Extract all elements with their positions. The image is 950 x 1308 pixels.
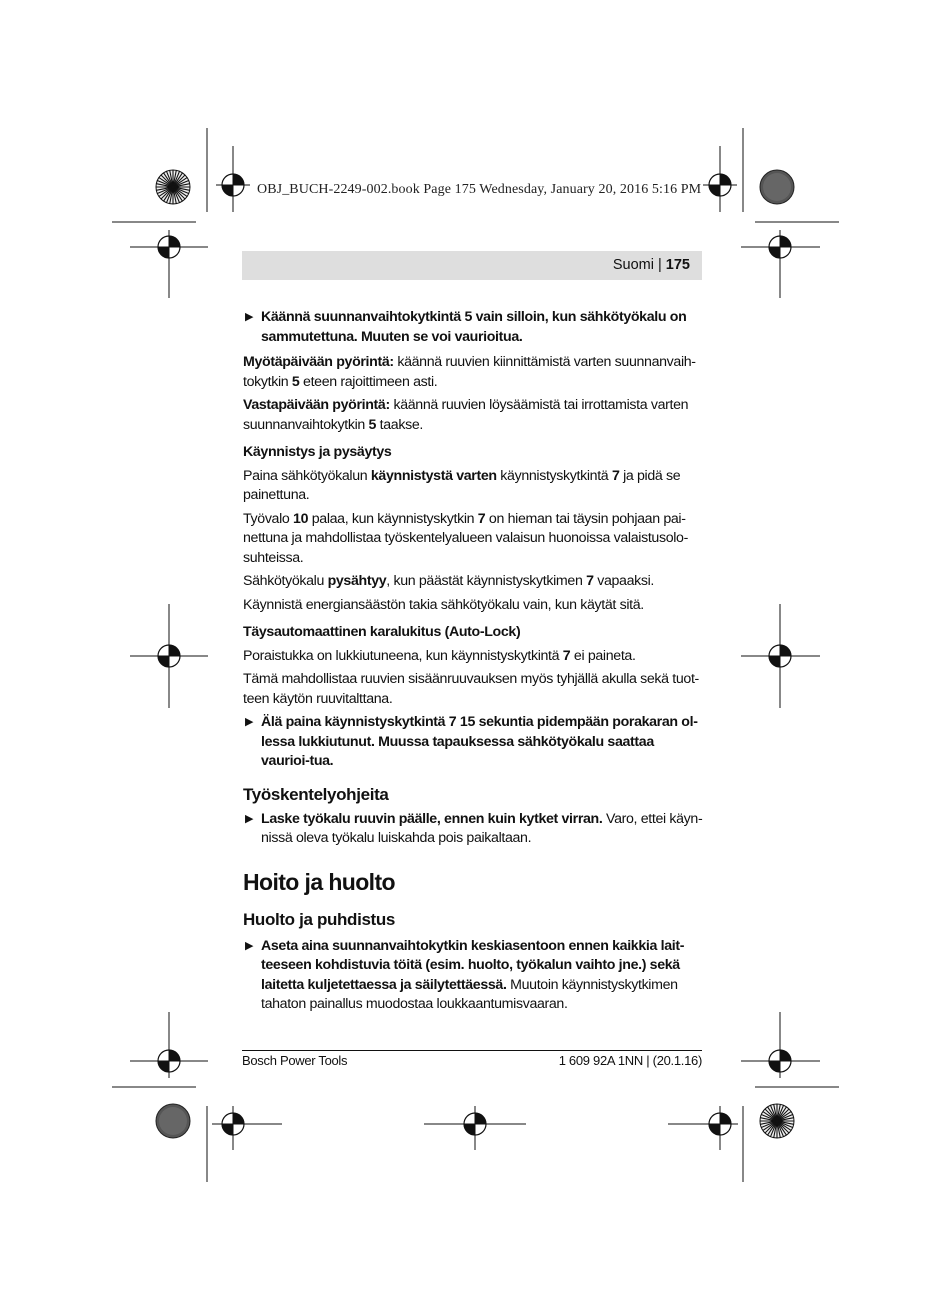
header-separator: | — [653, 257, 666, 273]
heading-working-advice: Työskentelyohjeita — [243, 784, 389, 804]
start-paragraph: Paina sähkötyökalun käynnistystä varten käynnistyskytkintä 7 ja pidä se painettuna. — [243, 467, 681, 503]
footer-rule — [242, 1050, 702, 1051]
warning-neutral-position: ▶ Aseta aina suunnanvaihtokytkin keskiasentoon ennen kaikkia lait-teeseen kohdistuvia töitä (esim. huolto, työkalun vaihto jne.) sekä laitetta kuljetettaessa ja säilytettäessä. Muutoin käynnistyskytkimen tahaton painallus muodostaa loukkaantumisvaaran. — [245, 937, 685, 1012]
heading-maintenance-cleaning: Huolto ja puhdistus — [243, 909, 396, 929]
warning-direction-switch: ▶ Käännä suunnanvaihtokytkintä 5 vain silloin, kun sähkötyökalu on sammutettuna. Muuten se voi vaurioitua. — [245, 309, 687, 345]
section-name: Suomi — [612, 257, 654, 273]
counterclockwise-paragraph: Vastapäivään pyörintä: käännä ruuvien löysäämistä tai irrottamista varten suunnanvaihtokytkin 5 taakse. — [243, 397, 689, 433]
print-slug: OBJ_BUCH-2249-002.book Page 175 Wednesday, January 20, 2016 5:16 PM — [257, 182, 702, 197]
header-text — [613, 257, 690, 273]
stop-paragraph: Sähkötyökalu pysähtyy, kun päästät käynnistyskytkimen 7 vapaaksi. — [243, 573, 655, 589]
clockwise-paragraph: Myötäpäivään pyörintä: käännä ruuvien kiinnittämistä varten suunnanvaih-tokytkin 5 eteen rajoittimeen asti. — [243, 354, 696, 390]
warning-switch-15-seconds: ▶ Älä paina käynnistyskytkintä 7 15 sekuntia pidempään porakaran ol-lessa lukkiutunut. Muussa tapauksessa sähkötyökalu saattaa vaurioi-tua. — [245, 714, 698, 769]
page-body — [243, 308, 703, 1015]
warning-place-tool: ▶ Laske työkalu ruuvin päälle, ennen kuin kytket virran. Varo, ettei käyn-nissä oleva työkalu luiskahda pois paikaltaan. — [245, 810, 703, 846]
page-number: 175 — [665, 257, 690, 273]
bullet-arrow-icon: ▶ — [245, 716, 254, 728]
page-header — [242, 251, 702, 280]
heading-maintenance-service: Hoito ja huolto — [243, 868, 395, 895]
bullet-arrow-icon: ▶ — [245, 311, 254, 323]
chuck-locked-paragraph: Poraistukka on lukkiutuneena, kun käynnistyskytkintä 7 ei paineta. — [243, 647, 636, 664]
bullet-arrow-icon: ▶ — [245, 939, 254, 952]
energy-saving-paragraph: Käynnistä energiansäästön takia sähkötyökalu vain, kun käytät sitä. — [243, 596, 644, 613]
heading-auto-lock: Täysautomaattinen karalukitus (Auto-Lock) — [243, 624, 521, 640]
worklight-paragraph: Työvalo 10 palaa, kun käynnistyskytkin 7 on hieman tai täysin pohjaan pai-nettuna ja mahdollistaa työskentelyalueen valaisun huonoissa valaistusolo-suhteissa. — [243, 510, 688, 566]
screwdriver-use-paragraph: Tämä mahdollistaa ruuvien sisäänruuvauksen myös tyhjällä akulla sekä tuot-teen käytön ruuvitalttana. — [243, 671, 699, 707]
bullet-arrow-icon: ▶ — [245, 812, 254, 825]
footer-company: Bosch Power Tools — [242, 1053, 348, 1068]
footer-doc-number: 1 609 92A 1NN | (20.1.16) — [558, 1053, 702, 1068]
heading-start-stop: Käynnistys ja pysäytys — [243, 444, 392, 460]
